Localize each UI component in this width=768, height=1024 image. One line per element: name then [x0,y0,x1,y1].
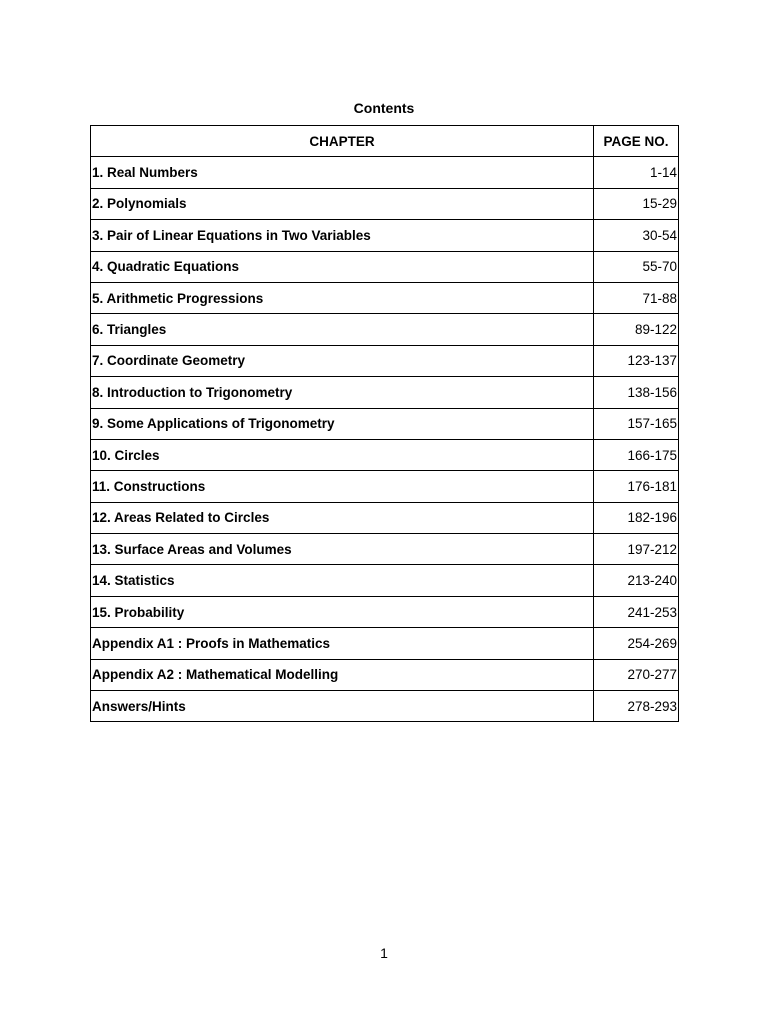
page-range: 166-175 [594,439,679,470]
table-row [91,377,679,408]
chapter-title: 11. Constructions [91,471,594,502]
page-range: 182-196 [594,502,679,533]
table-row [91,188,679,219]
page-range: 30-54 [594,220,679,251]
chapter-title: 4. Quadratic Equations [91,251,594,282]
page-range: 213-240 [594,565,679,596]
table-row [91,282,679,313]
page-range: 270-277 [594,659,679,690]
chapter-title: Answers/Hints [91,691,594,722]
table-row [91,659,679,690]
chapter-title: Appendix A2 : Mathematical Modelling [91,659,594,690]
table-row [91,220,679,251]
table-row [91,534,679,565]
chapter-title: 6. Triangles [91,314,594,345]
page-range: 71-88 [594,282,679,313]
table-header-row [91,126,679,157]
chapter-title: 1. Real Numbers [91,157,594,188]
page-range: 176-181 [594,471,679,502]
page-number-column-header: PAGE NO. [594,126,679,157]
chapter-title: 13. Surface Areas and Volumes [91,534,594,565]
table-row [91,502,679,533]
chapter-title: 7. Coordinate Geometry [91,345,594,376]
table-row [91,565,679,596]
table-row [91,471,679,502]
page-range: 241-253 [594,596,679,627]
chapter-title: 14. Statistics [91,565,594,596]
contents-table [90,125,679,722]
page-range: 197-212 [594,534,679,565]
chapter-title: 5. Arithmetic Progressions [91,282,594,313]
page-range: 138-156 [594,377,679,408]
page-range: 1-14 [594,157,679,188]
chapter-title: 10. Circles [91,439,594,470]
page-number: 1 [380,945,388,961]
table-row [91,691,679,722]
page-title: Contents [353,100,415,116]
page-range: 278-293 [594,691,679,722]
page-range: 55-70 [594,251,679,282]
table-row [91,345,679,376]
chapter-title: Appendix A1 : Proofs in Mathematics [91,628,594,659]
table-row [91,251,679,282]
table-row [91,628,679,659]
page-range: 254-269 [594,628,679,659]
chapter-title: 3. Pair of Linear Equations in Two Variables [91,220,594,251]
table-row [91,596,679,627]
chapter-title: 2. Polynomials [91,188,594,219]
table-row [91,408,679,439]
chapter-title: 15. Probability [91,596,594,627]
table-row [91,314,679,345]
table-row [91,439,679,470]
chapter-title: 12. Areas Related to Circles [91,502,594,533]
chapter-title: 8. Introduction to Trigonometry [91,377,594,408]
table-row [91,157,679,188]
chapter-title: 9. Some Applications of Trigonometry [91,408,594,439]
page-range: 89-122 [594,314,679,345]
chapter-column-header: CHAPTER [91,126,594,157]
page-range: 15-29 [594,188,679,219]
page-range: 123-137 [594,345,679,376]
page-range: 157-165 [594,408,679,439]
